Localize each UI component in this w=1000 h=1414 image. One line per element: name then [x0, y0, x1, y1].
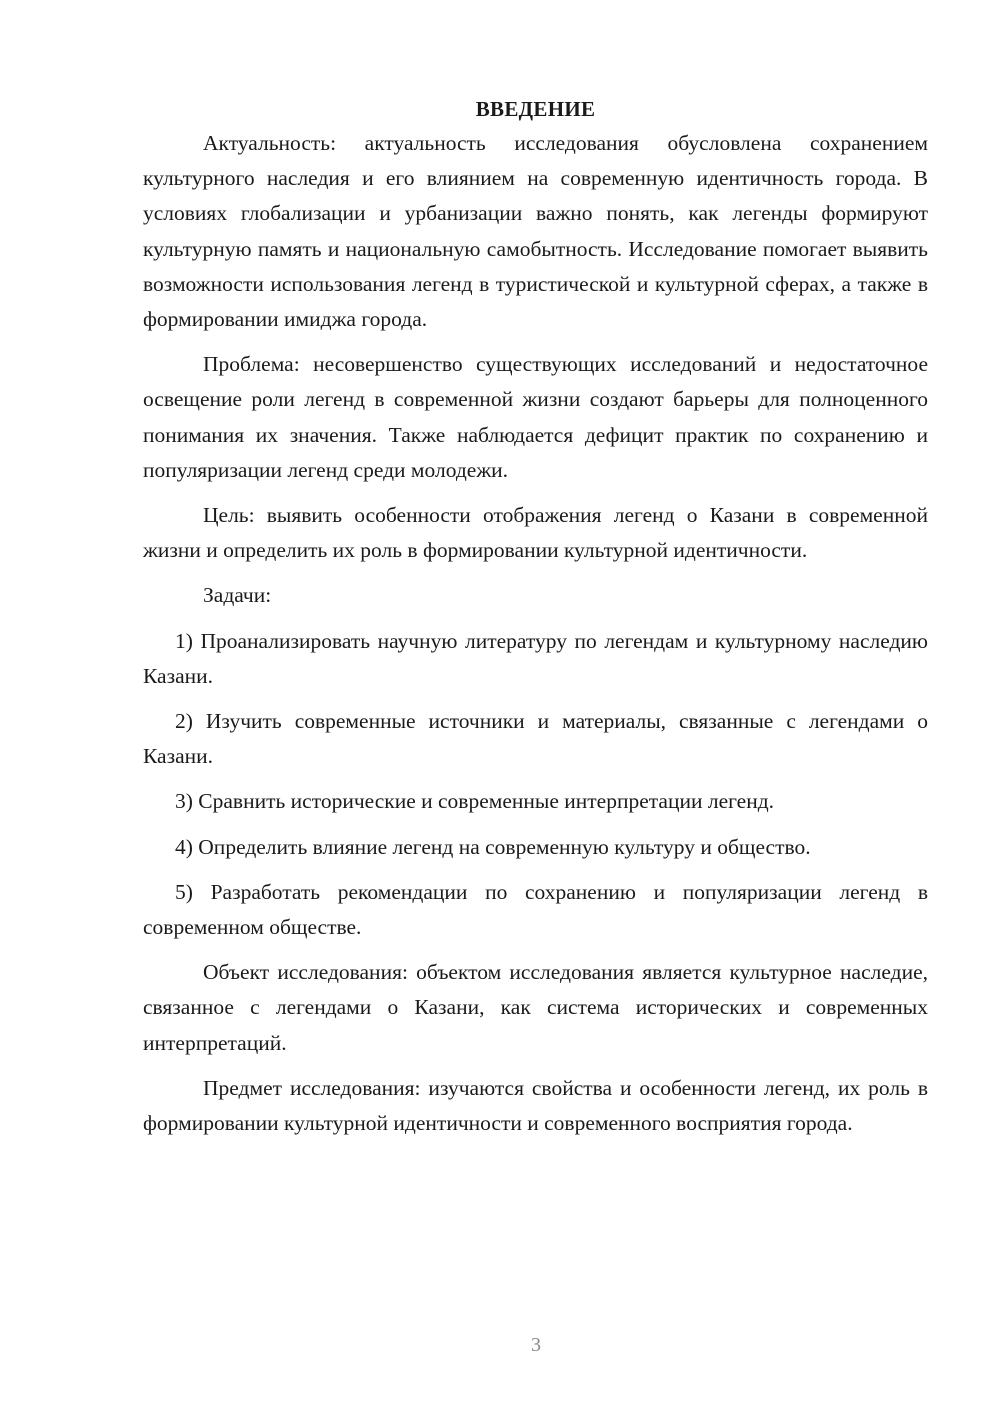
task-item-3: 3) Сравнить исторические и современные интерпретации легенд. — [175, 789, 775, 814]
tasks-heading: Задачи: — [203, 583, 272, 608]
task-item-4: 4) Определить влияние легенд на современную культуру и общество. — [175, 834, 811, 859]
goal-paragraph: Цель: выявить особенности отображения легенд о Казани в современной жизни и определить их роль в формировании культурной идентичности. — [143, 503, 928, 563]
document-page — [143, 92, 928, 1141]
relevance-paragraph: Актуальность: актуальность исследования обусловлена сохранением культурного наследия и его влиянием на современную идентичность города. В условиях глобализации и урбанизации важно понять, как легенды формируют культурную память и национальную самобытность. Исследование помогает выявить возможности использования легенд в туристической и культурной сферах, а также в формировании имиджа города. — [143, 131, 928, 332]
section-heading: ВВЕДЕНИЕ — [475, 97, 596, 121]
object-paragraph: Объект исследования: объектом исследования является культурное наследие, связанное с легендами о Казани, как система исторических и современных интерпретаций. — [143, 960, 928, 1055]
task-item-1: 1) Проанализировать научную литературу по легендам и культурному наследию Казани. — [143, 628, 928, 688]
page-number: 3 — [531, 1334, 541, 1356]
subject-paragraph: Предмет исследования: изучаются свойства и особенности легенд, их роль в формировании культурной идентичности и современного восприятия города. — [143, 1075, 928, 1136]
problem-paragraph: Проблема: несовершенство существующих исследований и недостаточное освещение роли легенд в современной жизни создают барьеры для полноценного понимания их значения. Также наблюдается дефицит практик по сохранению и популяризации легенд среди молодежи. — [143, 352, 928, 482]
task-item-5: 5) Разработать рекомендации по сохранению и популяризации легенд в современном обществе. — [143, 879, 928, 940]
task-item-2: 2) Изучить современные источники и материалы, связанные с легендами о Казани. — [143, 709, 928, 769]
